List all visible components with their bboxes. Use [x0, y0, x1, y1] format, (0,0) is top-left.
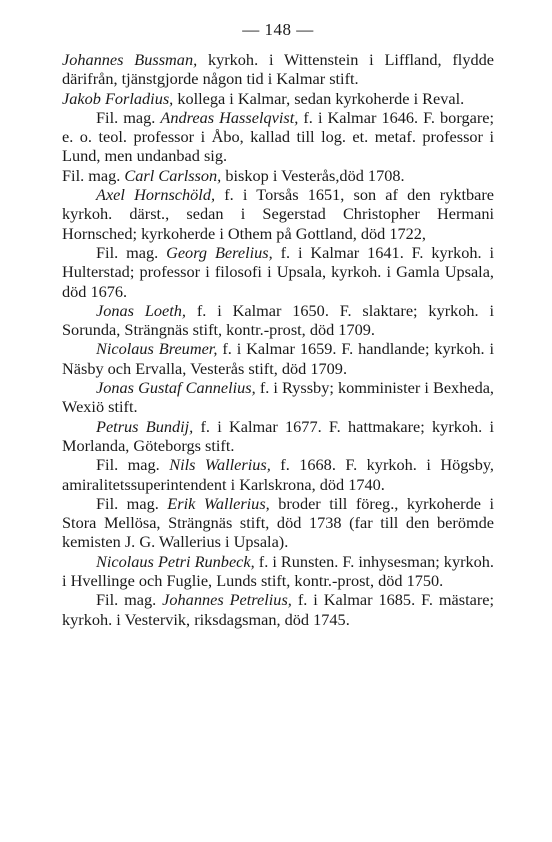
entry-text: f. i Kalmar 1677. F. hattmakare; kyrkoh. i Morlanda, Göteborgs stift. — [62, 416, 494, 455]
person-name: Andreas Hasselqvist, — [160, 107, 299, 127]
entry-berelius — [62, 243, 494, 301]
person-name: Axel Hornschöld, — [96, 185, 216, 205]
person-name: Jonas Loeth, — [96, 300, 186, 320]
entry-text: f. i Ryssby; komminister i Bexheda, Wexiö stift. — [62, 378, 495, 417]
entry-text: f. 1668. F. kyrkoh. i Högsby, amiralitetssuperintendent i Karlskrona, död 1740. — [62, 455, 494, 494]
entry-loeth — [62, 301, 494, 340]
entry-text: biskop i Vesterås,död 1708. — [221, 165, 405, 185]
page-number: — 148 — — [242, 20, 314, 39]
entry-breumer — [62, 339, 494, 378]
person-name: Johannes Petrelius, — [162, 590, 292, 610]
entry-text: broder till föreg., kyrkoherde i Stora Mellösa, Strängnäs stift, död 1738 (far till den berömde kemisten J. G. Wallerius i Upsala). — [62, 493, 495, 552]
entry-text: f. i Kalmar 1685. F. mästare; kyrkoh. i Vestervik, riksdagsman, död 1745. — [62, 590, 495, 629]
entry-petrelius — [62, 590, 494, 629]
person-name: Johannes Bussman, — [62, 50, 198, 69]
entry-prefix: Fil. mag. — [96, 590, 163, 610]
person-name: Erik Wallerius, — [167, 493, 270, 513]
entry-prefix: Fil. mag. — [96, 242, 167, 262]
entry-hasselqvist — [62, 108, 494, 166]
entry-forladius — [62, 89, 494, 108]
entry-prefix: Fil. mag. — [62, 165, 125, 185]
entry-text: kyrkoh. i Wittenstein i Liffland, flydde därifrån, tjänstgjorde någon tid i Kalmar stift. — [62, 50, 494, 89]
entry-bundij — [62, 417, 494, 456]
entry-carlsson — [62, 166, 494, 185]
person-name: Georg Berelius, — [166, 242, 273, 262]
entry-runbeck — [62, 552, 494, 591]
entry-nils-wallerius — [62, 455, 494, 494]
person-name: Nils Wallerius, — [169, 455, 271, 475]
entry-prefix: Fil. mag. — [96, 107, 161, 127]
person-name: Jonas Gustaf Cannelius, — [96, 378, 256, 398]
entry-hornschold — [62, 185, 494, 243]
person-name: Nicolaus Petri Runbeck, — [96, 551, 255, 571]
biography-list — [62, 50, 494, 629]
document-page — [62, 18, 494, 629]
entry-text: f. i Kalmar 1650. F. slaktare; kyrkoh. i Sorunda, Strängnäs stift, kontr.-prost, död 1709. — [62, 300, 494, 340]
entry-text: f. i Kalmar 1646. F. borgare; e. o. teol. professor i Åbo, kallad till log. et. metaf. professor i Lund, men undanbad sig. — [62, 107, 494, 166]
person-name: Petrus Bundij, — [96, 416, 194, 436]
entry-prefix: Fil. mag. — [96, 455, 170, 475]
person-name: Carl Carlsson, — [124, 165, 222, 185]
person-name: Jakob Forladius, — [62, 88, 174, 108]
entry-prefix: Fil. mag. — [96, 493, 168, 513]
entry-cannelius — [62, 378, 494, 417]
entry-text: f. i Kalmar 1641. F. kyrkoh. i Hulterstad; professor i filosofi i Upsala, kyrkoh. i Gamla Upsala, död 1676. — [62, 242, 494, 301]
entry-text: f. i Runsten. F. inhysesman; kyrkoh. i Hvellinge och Fuglie, Lunds stift, kontr.-prost, död 1750. — [62, 551, 494, 591]
entry-text: f. i Torsås 1651, son af den ryktbare kyrkoh. därst., sedan i Segerstad Christopher Hermani Hornsched; kyrkoherde i Othem på Gottland, död 1722, — [62, 185, 494, 243]
entry-erik-wallerius — [62, 494, 494, 552]
entry-text: f. i Kalmar 1659. F. handlande; kyrkoh. i Näsby och Ervalla, Vesterås stift, död 1709. — [62, 339, 495, 378]
person-name: Nicolaus Breumer, — [96, 339, 218, 359]
entry-bussman — [62, 50, 494, 89]
entry-text: kollega i Kalmar, sedan kyrkoherde i Reval. — [173, 88, 465, 108]
